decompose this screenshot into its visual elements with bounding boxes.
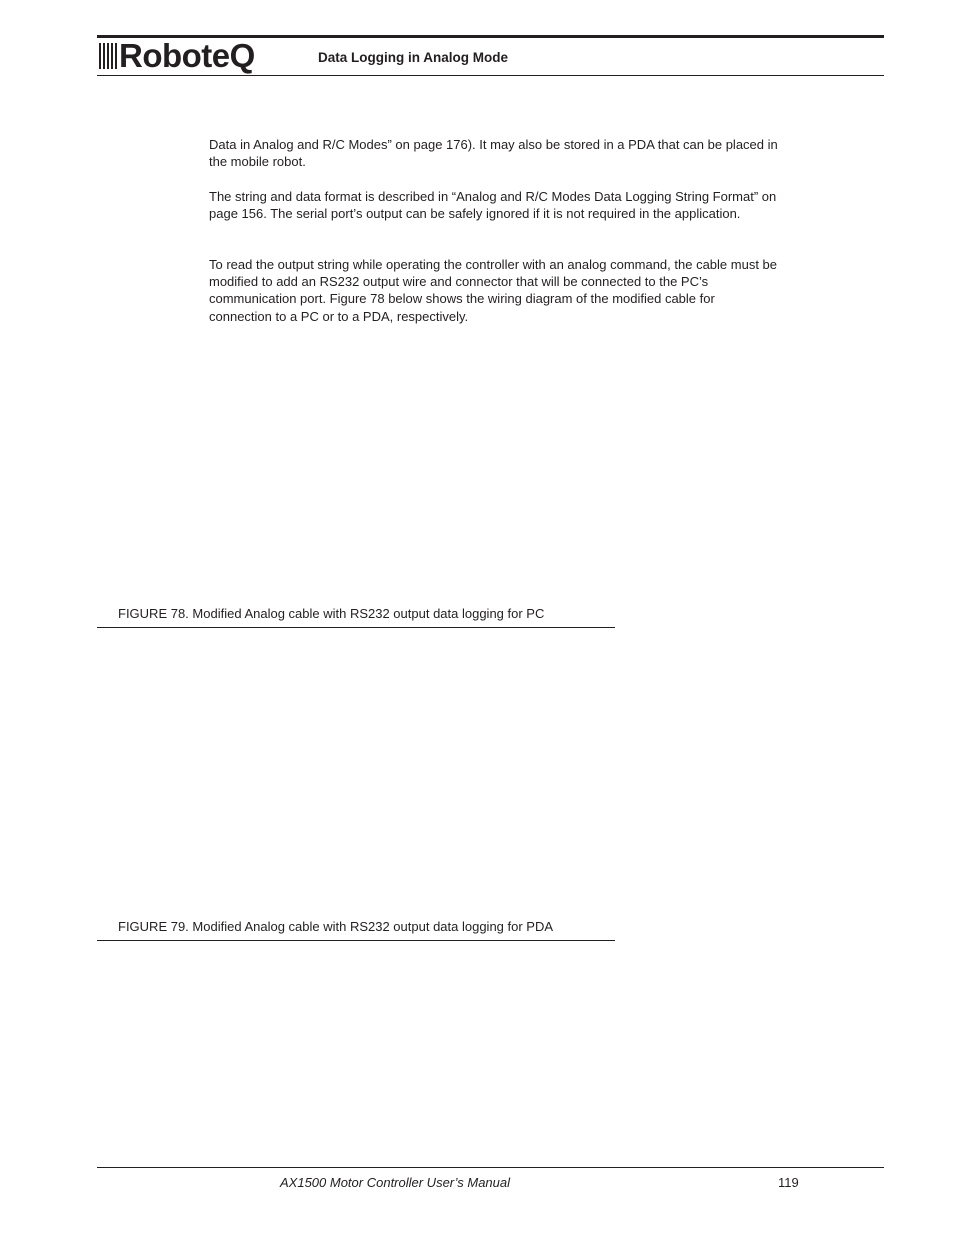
svg-text:1: 1	[524, 406, 529, 415]
rx-data-wire	[337, 757, 515, 781]
svg-text:7: 7	[524, 551, 529, 560]
figure-79-wires	[337, 757, 645, 867]
svg-text:2: 2	[526, 744, 531, 753]
ana-ch1-label: Ana Ch1	[657, 786, 700, 798]
ana-ch2-label: Ana Ch2	[657, 762, 700, 774]
svg-text:3: 3	[526, 768, 531, 777]
db15-title: DB15 Male	[474, 372, 530, 384]
svg-text:1: 1	[323, 415, 328, 424]
figure-78-wires	[338, 443, 640, 552]
svg-text:1: 1	[322, 728, 327, 737]
gnd-left-label: GND	[289, 510, 314, 522]
body-paragraph-1: Data in Analog and R/C Modes” on page 176). It may also be stored in a PDA that can be placed in the mobile robot.	[209, 137, 778, 170]
footer-manual-title: AX1500 Motor Controller User’s Manual	[280, 1175, 511, 1190]
svg-text:9: 9	[365, 814, 370, 823]
svg-text:8: 8	[526, 891, 531, 900]
svg-text:12: 12	[477, 499, 486, 508]
svg-text:11: 11	[478, 789, 486, 798]
footer-rule	[97, 1167, 884, 1168]
roboteq-logo	[99, 37, 274, 74]
svg-text:15: 15	[477, 572, 486, 581]
db9-subtitle: To PC	[333, 386, 363, 398]
svg-text:2: 2	[524, 430, 529, 439]
svg-text:2: 2	[323, 439, 328, 448]
svg-text:3: 3	[524, 454, 529, 463]
svg-text:6: 6	[366, 427, 371, 436]
svg-text:14: 14	[477, 548, 486, 557]
svg-text:2: 2	[322, 753, 327, 762]
db9-pins	[323, 415, 370, 521]
svg-text:10: 10	[477, 451, 486, 460]
svg-text:7: 7	[526, 866, 531, 875]
svg-text:15: 15	[478, 887, 487, 896]
ana-ch2-label: Ana Ch2	[652, 449, 695, 461]
gnd-right-label: GND	[652, 509, 677, 521]
page-number: 119	[778, 1175, 799, 1190]
svg-text:9: 9	[366, 499, 371, 508]
figure-78-caption-rule	[97, 627, 615, 628]
svg-text:1: 1	[526, 719, 531, 728]
db15-pins	[478, 719, 530, 907]
rs232-label: RS232 Data Out	[533, 436, 614, 448]
svg-text:5: 5	[526, 817, 531, 826]
svg-text:10: 10	[478, 765, 487, 774]
ana-ch1-label: Ana Ch1	[652, 473, 695, 485]
figure-78-caption: FIGURE 78. Modified Analog cable with RS232 output data logging for PC	[118, 606, 545, 621]
svg-text:4: 4	[323, 487, 328, 496]
header-bottom-rule	[97, 75, 884, 76]
db9-title: DB9 Male	[322, 683, 372, 695]
svg-text:8: 8	[365, 789, 370, 798]
db15-subtitle: To AX2500	[477, 698, 531, 710]
svg-text:6: 6	[524, 527, 529, 536]
svg-text:5: 5	[323, 512, 328, 521]
section-title: Data Logging in Analog Mode	[318, 50, 508, 65]
svg-text:3: 3	[323, 463, 328, 472]
figure-79-caption: FIGURE 79. Modified Analog cable with RS232 output data logging for PDA	[118, 919, 554, 934]
rx-data-label: RX Data	[272, 437, 314, 449]
svg-text:8: 8	[524, 575, 529, 584]
gnd-right-label: GND	[657, 823, 682, 835]
logo-bars-icon	[99, 43, 119, 69]
svg-text:9: 9	[482, 740, 487, 749]
svg-text:12: 12	[478, 814, 487, 823]
logo-text: RoboteQ	[119, 37, 255, 74]
body-paragraph-3: To read the output string while operating the controller with an analog command, the cable must be modified to add an RS232 output wire and connector that will be connected to the PC’s communication port. Figure 78 below shows the wiring diagram of the modified cable for connection to a PC or to a PDA, respectively.	[209, 257, 778, 324]
db15-title: DB15 Male	[476, 684, 532, 696]
db9-title: DB9 Female	[317, 372, 379, 384]
db15-pins	[477, 406, 528, 591]
svg-text:5: 5	[524, 503, 529, 512]
figure-79-caption-rule	[97, 940, 615, 941]
svg-text:5: 5	[322, 826, 327, 835]
svg-text:7: 7	[365, 765, 370, 774]
svg-text:13: 13	[477, 524, 486, 533]
svg-text:14: 14	[478, 863, 487, 872]
svg-text:7: 7	[366, 451, 371, 460]
svg-text:13: 13	[478, 838, 487, 847]
svg-text:4: 4	[524, 478, 529, 487]
svg-text:6: 6	[526, 842, 531, 851]
svg-text:3: 3	[322, 777, 327, 786]
svg-text:4: 4	[526, 793, 531, 802]
db15-subtitle: To Controller	[470, 386, 534, 398]
v5-label: +5V	[657, 860, 677, 872]
gnd-left-label: GND	[287, 824, 312, 836]
svg-text:9: 9	[480, 427, 485, 436]
svg-text:8: 8	[366, 475, 371, 484]
svg-text:4: 4	[322, 802, 327, 811]
svg-text:11: 11	[477, 475, 485, 484]
db9-subtitle: To PDA	[328, 697, 366, 709]
rs232-label: RS232 Data Out	[536, 749, 617, 761]
v5-label: +5V	[652, 546, 672, 558]
svg-text:6: 6	[344, 740, 349, 749]
body-paragraph-2: The string and data format is described in “Analog and R/C Modes Data Logging String Format” on page 156. The serial port’s output can be safely ignored if it is not required in the application.	[209, 189, 777, 222]
rx-data-label: RX Data	[269, 738, 311, 750]
